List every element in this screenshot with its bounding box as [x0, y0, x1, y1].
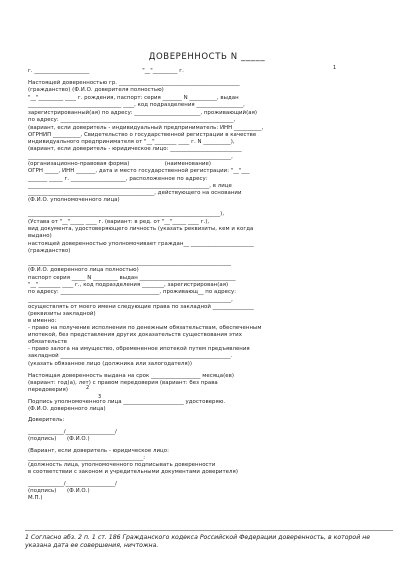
- document-line: по адресу: ____________________________________, проживающ__ по адресу:: [28, 289, 237, 295]
- document-line: зарегистрированный(ая) по адресу: ________________________, проживающий(ая): [28, 110, 258, 116]
- document-line: (Устава от "__"_____ ____ г. (вариант: в ред. от "__"_____ ____ г.),: [28, 219, 210, 225]
- document-line: __________________________________________________________________________,: [28, 154, 233, 160]
- document-line: Доверитель:: [28, 417, 65, 423]
- document-line: М.П.): [28, 495, 43, 501]
- document-line: закладной ______________________________________________________________.: [28, 353, 233, 359]
- document-line: осуществлять от моего имени следующие права по закладной _______________: [28, 304, 254, 310]
- document-line: (Вариант, если доверитель - юридическое лицо:: [28, 448, 169, 454]
- document-line: вид документа, удостоверяющего личность (указать реквизиты, кем и когда: [28, 226, 254, 232]
- document-line: (вариант, если доверитель - юридическое лицо: __________________________: [28, 146, 242, 152]
- document-line: в соответствии с законом и учредительными документами доверителя): [28, 469, 238, 475]
- document-line: Настоящая доверенность выдана на срок __________________ месяца(ев): [28, 373, 234, 379]
- document-line: __________________________________ ____, код подразделения _________________,: [28, 102, 245, 108]
- document-line: (подпись) (Ф.И.О.): [28, 436, 90, 442]
- footnote-marker-3: 3: [98, 394, 102, 400]
- document-line: (указать обязанное лицо (должника или залогодателя)): [28, 361, 193, 367]
- document-line: выдано): [28, 233, 52, 239]
- document-line: - право на получение исполнения по денежным обязательствам, обеспеченным: [28, 325, 262, 331]
- footnote-divider: [25, 530, 393, 531]
- document-line: ______________________________________________________________________),: [28, 211, 225, 217]
- document-line: ______________________________________________, действующего на основании: [28, 190, 242, 196]
- document-line: Подпись уполномоченного лица ______________________ удостоверяю.: [28, 399, 226, 405]
- document-line: по адресу: _______________________________________________________________,: [28, 117, 236, 123]
- document-line: обязательств: [28, 339, 67, 345]
- footnote-text: 1 Согласно абз. 2 п. 1 ст. 186 Гражданского кодекса Российской Федерации доверенность, в которой не указана дата ее совершения, ничтожна.: [25, 534, 371, 549]
- footnote-marker-2: 2: [86, 385, 90, 391]
- document-line: (гражданство) (Ф.И.О. доверителя полностью): [28, 87, 164, 93]
- document-line: ОГРНИП __________, Свидетельство о государственной регистрации в качестве: [28, 132, 257, 138]
- document-line: (организационно-правовая форма) (наименование): [28, 161, 211, 167]
- document-line: ОГРН _____, ИНН _______, дата и место государственной регистрации: "__"___: [28, 168, 250, 174]
- footnote-marker-1: 1: [333, 65, 337, 71]
- document-line: индивидуального предпринимателя от "__"________ ____ г. N __________),: [28, 139, 235, 145]
- document-line: _______ _____ г. ____________________, расположенное по адресу:: [28, 176, 208, 182]
- document-line: (Ф.И.О. доверенного лица): [28, 406, 106, 412]
- document-line: ипотекой, без представления других доказательств существования этих: [28, 332, 242, 338]
- document-line: в именно:: [28, 318, 57, 324]
- document-line: _____________/__________________/: [28, 481, 117, 487]
- document-title: ДОВЕРЕННОСТЬ N _____: [148, 52, 266, 62]
- document-line: г. ____________________ "__"_________ г.: [28, 68, 184, 74]
- document-line: паспорт серия _____ N _________ выдан ___________________________________: [28, 275, 236, 281]
- document-line: - право залога на имущество, обремененное ипотекой путем предъявления: [28, 346, 250, 352]
- document-line: (вариант, если доверитель - индивидуальный предприниматель: ИНН __________,: [28, 125, 264, 131]
- document-line: _____________/__________________/: [28, 429, 117, 435]
- document-line: (подпись) (Ф.И.О.): [28, 488, 90, 494]
- document-line: Настоящей доверенностью гр. ____________________________________________: [28, 80, 240, 86]
- document-line: (реквизиты закладной): [28, 311, 96, 317]
- document-line: (Ф.И.О. доверенного лица полностью): [28, 267, 139, 273]
- document-line: (должность лица, уполномоченного подписывать доверенности: [28, 462, 216, 468]
- document-line: "__"_________ ____ г. рождения, паспорт: серия _______ N __________, выдан: [28, 95, 239, 101]
- document-line: __________________________________________________________________________,: [28, 297, 233, 303]
- document-line: (гражданство): [28, 248, 71, 254]
- document-line: (вариант: год(а), лет) с правом передоверия (вариант: без права: [28, 380, 218, 386]
- document-line: "__"________ ____ г., код подразделения ________, зарегистрирован(ая): [28, 282, 229, 288]
- document-line: передоверия): [28, 387, 68, 393]
- document-line: (Ф.И.О. уполномоченного лица): [28, 197, 120, 203]
- document-line: __________________________________________________________________, в лице: [28, 183, 232, 189]
- document-line: __________________________________________:: [28, 455, 146, 461]
- document-line: __________________________________________________________________________: [28, 260, 232, 266]
- document-line: настоящей доверенностью уполномочивает граждан__ _______________________: [28, 241, 254, 247]
